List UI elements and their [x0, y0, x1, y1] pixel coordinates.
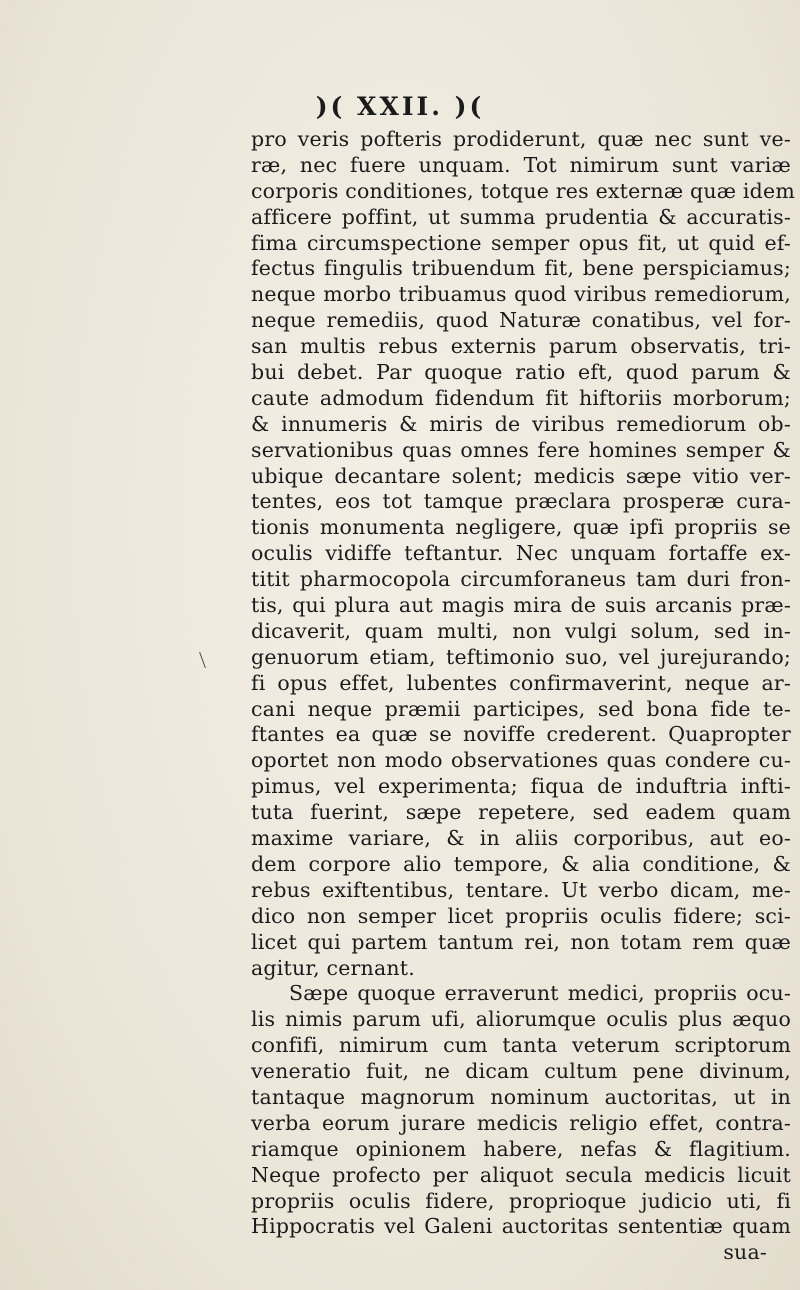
text-line: oculis vidiffe teftantur. Nec unquam fortaffe ex-: [251, 541, 791, 566]
text-line: cani neque præmii participes, sed bona fide te-: [251, 696, 791, 721]
text-line: servationibus quas omnes fere homines semper &: [251, 437, 791, 462]
body-text: [251, 127, 795, 1266]
text-line: veneratio fuit, ne dicam cultum pene divinum,: [251, 1059, 791, 1084]
text-line: tionis monumenta negligere, quæ ipfi propriis se: [251, 515, 791, 540]
text-line: dem corpore alio tempore, & alia conditione, &: [251, 851, 791, 876]
text-line: Hippocratis vel Galeni auctoritas sententiæ quam: [251, 1214, 791, 1239]
text-line: genuorum etiam, teftimonio suo, vel jurejurando;: [251, 644, 791, 669]
text-line: tentes, eos tot tamque præclara prosperæ cura-: [251, 489, 791, 514]
text-line: fectus fingulis tribuendum fit, bene perspiciamus;: [251, 256, 791, 281]
text-line: tantaque magnorum nominum auctoritas, ut in: [251, 1084, 791, 1109]
catchword: sua-: [723, 1240, 767, 1265]
text-line: neque morbo tribuamus quod viribus remediorum,: [251, 282, 791, 307]
text-line: corporis conditiones, totque res externæ quæ idem: [251, 178, 795, 203]
text-line: confifi, nimirum cum tanta veterum scriptorum: [251, 1033, 791, 1058]
text-line: caute admodum fidendum fit hiftoriis morborum;: [251, 385, 791, 410]
text-line: lis nimis parum ufi, aliorumque oculis plus æquo: [251, 1007, 791, 1032]
text-line: titit pharmocopola circumforaneus tam duri fron-: [251, 567, 791, 592]
text-line: propriis oculis fidere, proprioque judicio uti, fi: [251, 1188, 791, 1213]
text-line: tis, qui plura aut magis mira de suis arcanis præ-: [251, 593, 791, 618]
text-line: dico non semper licet propriis oculis fidere; sci-: [251, 903, 791, 928]
text-line: Neque profecto per aliquot secula medicis licuit: [251, 1162, 791, 1187]
text-line: fima circumspectione semper opus fit, ut quid ef-: [251, 230, 791, 255]
text-line: san multis rebus externis parum observatis, tri-: [251, 334, 791, 359]
text-line: Sæpe quoque erraverunt medici, propriis ocu-: [289, 981, 791, 1006]
text-line: rebus exiftentibus, tentare. Ut verbo dicam, me-: [251, 877, 791, 902]
text-line: neque remediis, quod Naturæ conatibus, vel for-: [251, 308, 791, 333]
margin-mark: [199, 652, 208, 668]
text-line: agitur, cernant.: [251, 955, 415, 980]
text-line: verba eorum jurare medicis religio effet, contra-: [251, 1110, 791, 1135]
text-line: maxime variare, & in aliis corporibus, aut eo-: [251, 826, 791, 851]
text-line: afficere poffint, ut summa prudentia & accuratis-: [251, 204, 791, 229]
text-line: dicaverit, quam multi, non vulgi solum, sed in-: [251, 618, 791, 643]
text-line: pimus, vel experimenta; fiqua de induftria infti-: [251, 774, 791, 799]
page-header: )( XXII. )(: [315, 92, 485, 121]
text-line: riamque opinionem habere, nefas & flagitium.: [251, 1136, 791, 1161]
text-line: pro veris pofteris prodiderunt, quæ nec sunt ve-: [251, 127, 791, 151]
text-line: ubique decantare solent; medicis sæpe vitio ver-: [251, 463, 791, 488]
text-line: & innumeris & miris de viribus remediorum ob-: [251, 411, 791, 436]
text-line: fi opus effet, lubentes confirmaverint, neque ar-: [251, 670, 791, 695]
text-line: tuta fuerint, sæpe repetere, sed eadem quam: [251, 800, 791, 825]
text-line: oportet non modo observationes quas condere cu-: [251, 748, 791, 773]
text-line: licet qui partem tantum rei, non totam rem quæ: [251, 929, 791, 954]
text-line: ræ, nec fuere unquam. Tot nimirum sunt variæ: [251, 152, 791, 177]
text-line: ftantes ea quæ se noviffe crederent. Quapropter: [251, 722, 791, 747]
text-line: bui debet. Par quoque ratio eft, quod parum &: [251, 360, 791, 385]
